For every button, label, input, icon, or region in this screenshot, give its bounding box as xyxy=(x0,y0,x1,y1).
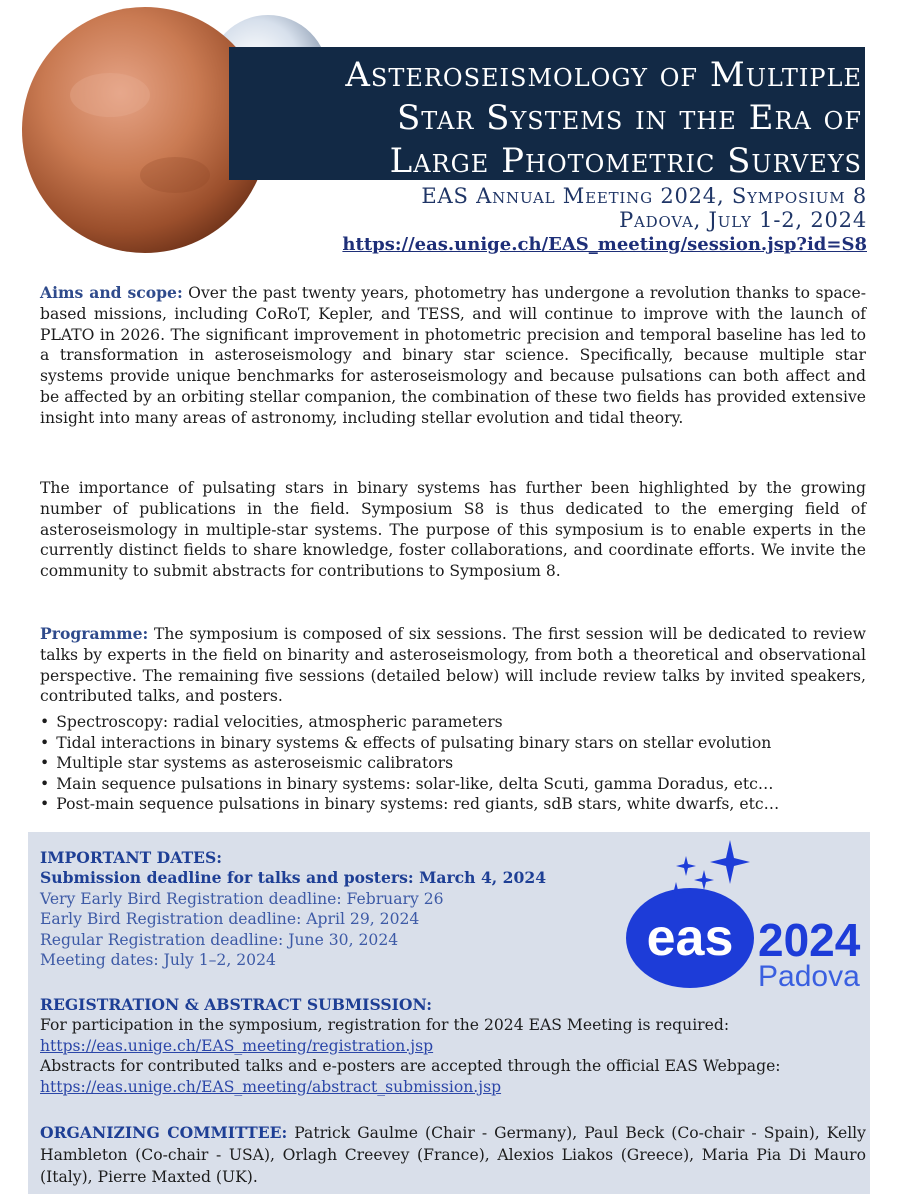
committee-heading: ORGANIZING COMMITTEE: xyxy=(40,1123,288,1142)
importance-paragraph: The importance of pulsating stars in binary systems has further been highlighted by the growing number of publications in the field. Symposium S8 is thus dedicated to the emerging field of asteroseismology in multiple-star systems. The purpose of this symposium is to enable experts in the currently distinct fields to share knowledge, foster collaborations, and coordinate efforts. We invite the community to submit abstracts for contributions to Symposium 8. xyxy=(40,479,866,581)
session-list xyxy=(40,712,870,815)
title-line: Large Photometric Surveys xyxy=(389,141,862,181)
committee-text: Patrick Gaulme (Chair - Germany), Paul Beck (Co-chair - Spain), Kelly Hambleton (Co-chair - USA), Orlagh Creevey (France), Alexios Liakos (Greece), Maria Pia Di Mauro (Italy), Pierre Maxted (UK). xyxy=(40,1124,866,1186)
list-item: • Multiple star systems as asteroseismic calibrators xyxy=(40,753,870,774)
surface-spot xyxy=(140,157,210,193)
registration-link[interactable]: https://eas.unige.ch/EAS_meeting/registration.jsp xyxy=(40,1036,434,1055)
programme-heading: Programme: xyxy=(40,624,149,643)
title-line: Asteroseismology of Multiple xyxy=(345,55,862,95)
abstracts-text: Abstracts for contributed talks and e-posters are accepted through the official EAS Webpage: xyxy=(40,1057,781,1076)
dates-heading: IMPORTANT DATES: xyxy=(40,848,222,867)
title-line: Star Systems in the Era of xyxy=(396,98,862,138)
date-item: Very Early Bird Registration deadline: February 26 xyxy=(40,889,444,908)
surface-spot xyxy=(70,73,150,117)
page-title xyxy=(250,54,862,183)
meeting-info xyxy=(380,184,867,232)
abstract-submission-link[interactable]: https://eas.unige.ch/EAS_meeting/abstract_submission.jsp xyxy=(40,1077,502,1096)
list-item: • Tidal interactions in binary systems & effects of pulsating binary stars on stellar evolution xyxy=(40,733,870,754)
important-dates xyxy=(40,848,546,970)
list-item: • Main sequence pulsations in binary systems: solar-like, delta Scuti, gamma Doradus, etc… xyxy=(40,774,870,795)
aims-heading: Aims and scope: xyxy=(40,283,183,302)
registration-heading: REGISTRATION & ABSTRACT SUBMISSION: xyxy=(40,995,432,1014)
aims-paragraph xyxy=(40,283,866,429)
date-item: Regular Registration deadline: June 30, 2024 xyxy=(40,930,399,949)
list-item: • Post-main sequence pulsations in binary systems: red giants, sdB stars, white dwarfs, etc… xyxy=(40,794,870,815)
registration-section xyxy=(40,995,870,1097)
eas-2024-logo xyxy=(608,838,870,998)
date-item: Meeting dates: July 1–2, 2024 xyxy=(40,951,276,970)
logo-city-text: Padova xyxy=(758,960,860,993)
organizing-committee xyxy=(40,1122,866,1188)
logo-eas-text: eas xyxy=(646,909,734,967)
logo-year-text: 2024 xyxy=(758,914,861,966)
submission-deadline: Submission deadline for talks and posters: March 4, 2024 xyxy=(40,868,547,888)
date-item: Early Bird Registration deadline: April 29, 2024 xyxy=(40,910,420,929)
programme-text: The symposium is composed of six sessions. The first session will be dedicated to review talks by experts in the field on binarity and asteroseismology, from both a theoretical and observational perspective. The remaining five sessions (detailed below) will include review talks by invited speakers, contributed talks, and posters. xyxy=(40,625,866,706)
meeting-name: EAS Annual Meeting 2024, Symposium 8 xyxy=(421,184,867,208)
aims-text: Over the past twenty years, photometry has undergone a revolution thanks to space-based missions, including CoRoT, Kepler, and TESS, and will continue to improve with the launch of PLATO in 2026. The significant improvement in photometric precision and temporal baseline has led to a transformation in asteroseismology and binary star science. Specifically, because multiple star systems provide unique benchmarks for asteroseismology and because pulsations can both affect and be affected by an orbiting stellar companion, the combination of these two fields has provided extensive insight into many areas of astronomy, including stellar evolution and tidal theory. xyxy=(40,284,866,427)
programme-paragraph xyxy=(40,624,866,707)
list-item: • Spectroscopy: radial velocities, atmospheric parameters xyxy=(40,712,870,733)
meeting-location-date: Padova, July 1-2, 2024 xyxy=(619,208,867,232)
session-url-link[interactable]: https://eas.unige.ch/EAS_meeting/session.jsp?id=S8 xyxy=(342,234,867,255)
registration-text: For participation in the symposium, registration for the 2024 EAS Meeting is required: xyxy=(40,1016,730,1035)
